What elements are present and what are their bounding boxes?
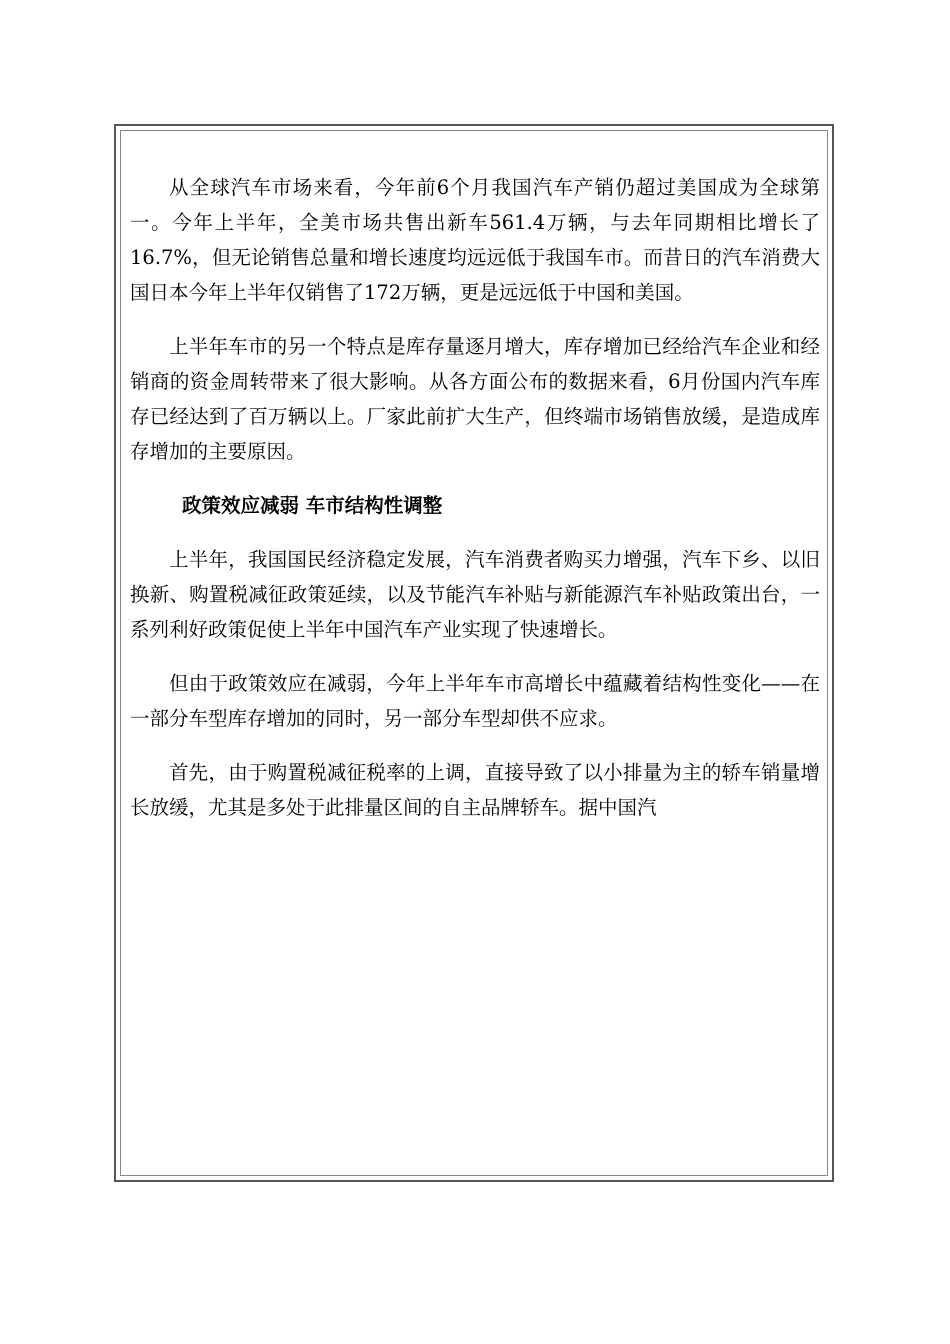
paragraph-global-market: 从全球汽车市场来看，今年前6个月我国汽车产销仍超过美国成为全球第一。今年上半年，全美市场共售出新车561.4万辆，与去年同期相比增长了16.7%，但无论销售总量和增长速度均远远低于我国车市。而昔日的汽车消费大国日本今年上半年仅销售了172万辆，更是远远低于中国和美国。 — [130, 176, 820, 304]
paragraph-purchase-tax: 首先，由于购置税减征税率的上调，直接导致了以小排量为主的轿车销量增长放缓，尤其是多处于此排量区间的自主品牌轿车。据中国汽 — [130, 761, 820, 819]
paragraph-policy-growth: 上半年，我国国民经济稳定发展，汽车消费者购买力增强，汽车下乡、以旧换新、购置税减征政策延续，以及节能汽车补贴与新能源汽车补贴政策出台，一系列利好政策促使上半年中国汽车产业实现了快速增长。 — [130, 548, 820, 641]
paragraph-inventory: 上半年车市的另一个特点是库存量逐月增大，库存增加已经给汽车企业和经销商的资金周转带来了很大影响。从各方面公布的数据来看，6月份国内汽车库存已经达到了百万辆以上。厂家此前扩大生产，但终端市场销售放缓，是造成库存增加的主要原因。 — [130, 335, 820, 463]
paragraph-structural-change: 但由于政策效应在减弱，今年上半年车市高增长中蕴藏着结构性变化——在一部分车型库存增加的同时，另一部分车型却供不应求。 — [130, 672, 820, 730]
section-heading: 政策效应减弱 车市结构性调整 — [182, 494, 443, 517]
article-body — [130, 170, 820, 844]
